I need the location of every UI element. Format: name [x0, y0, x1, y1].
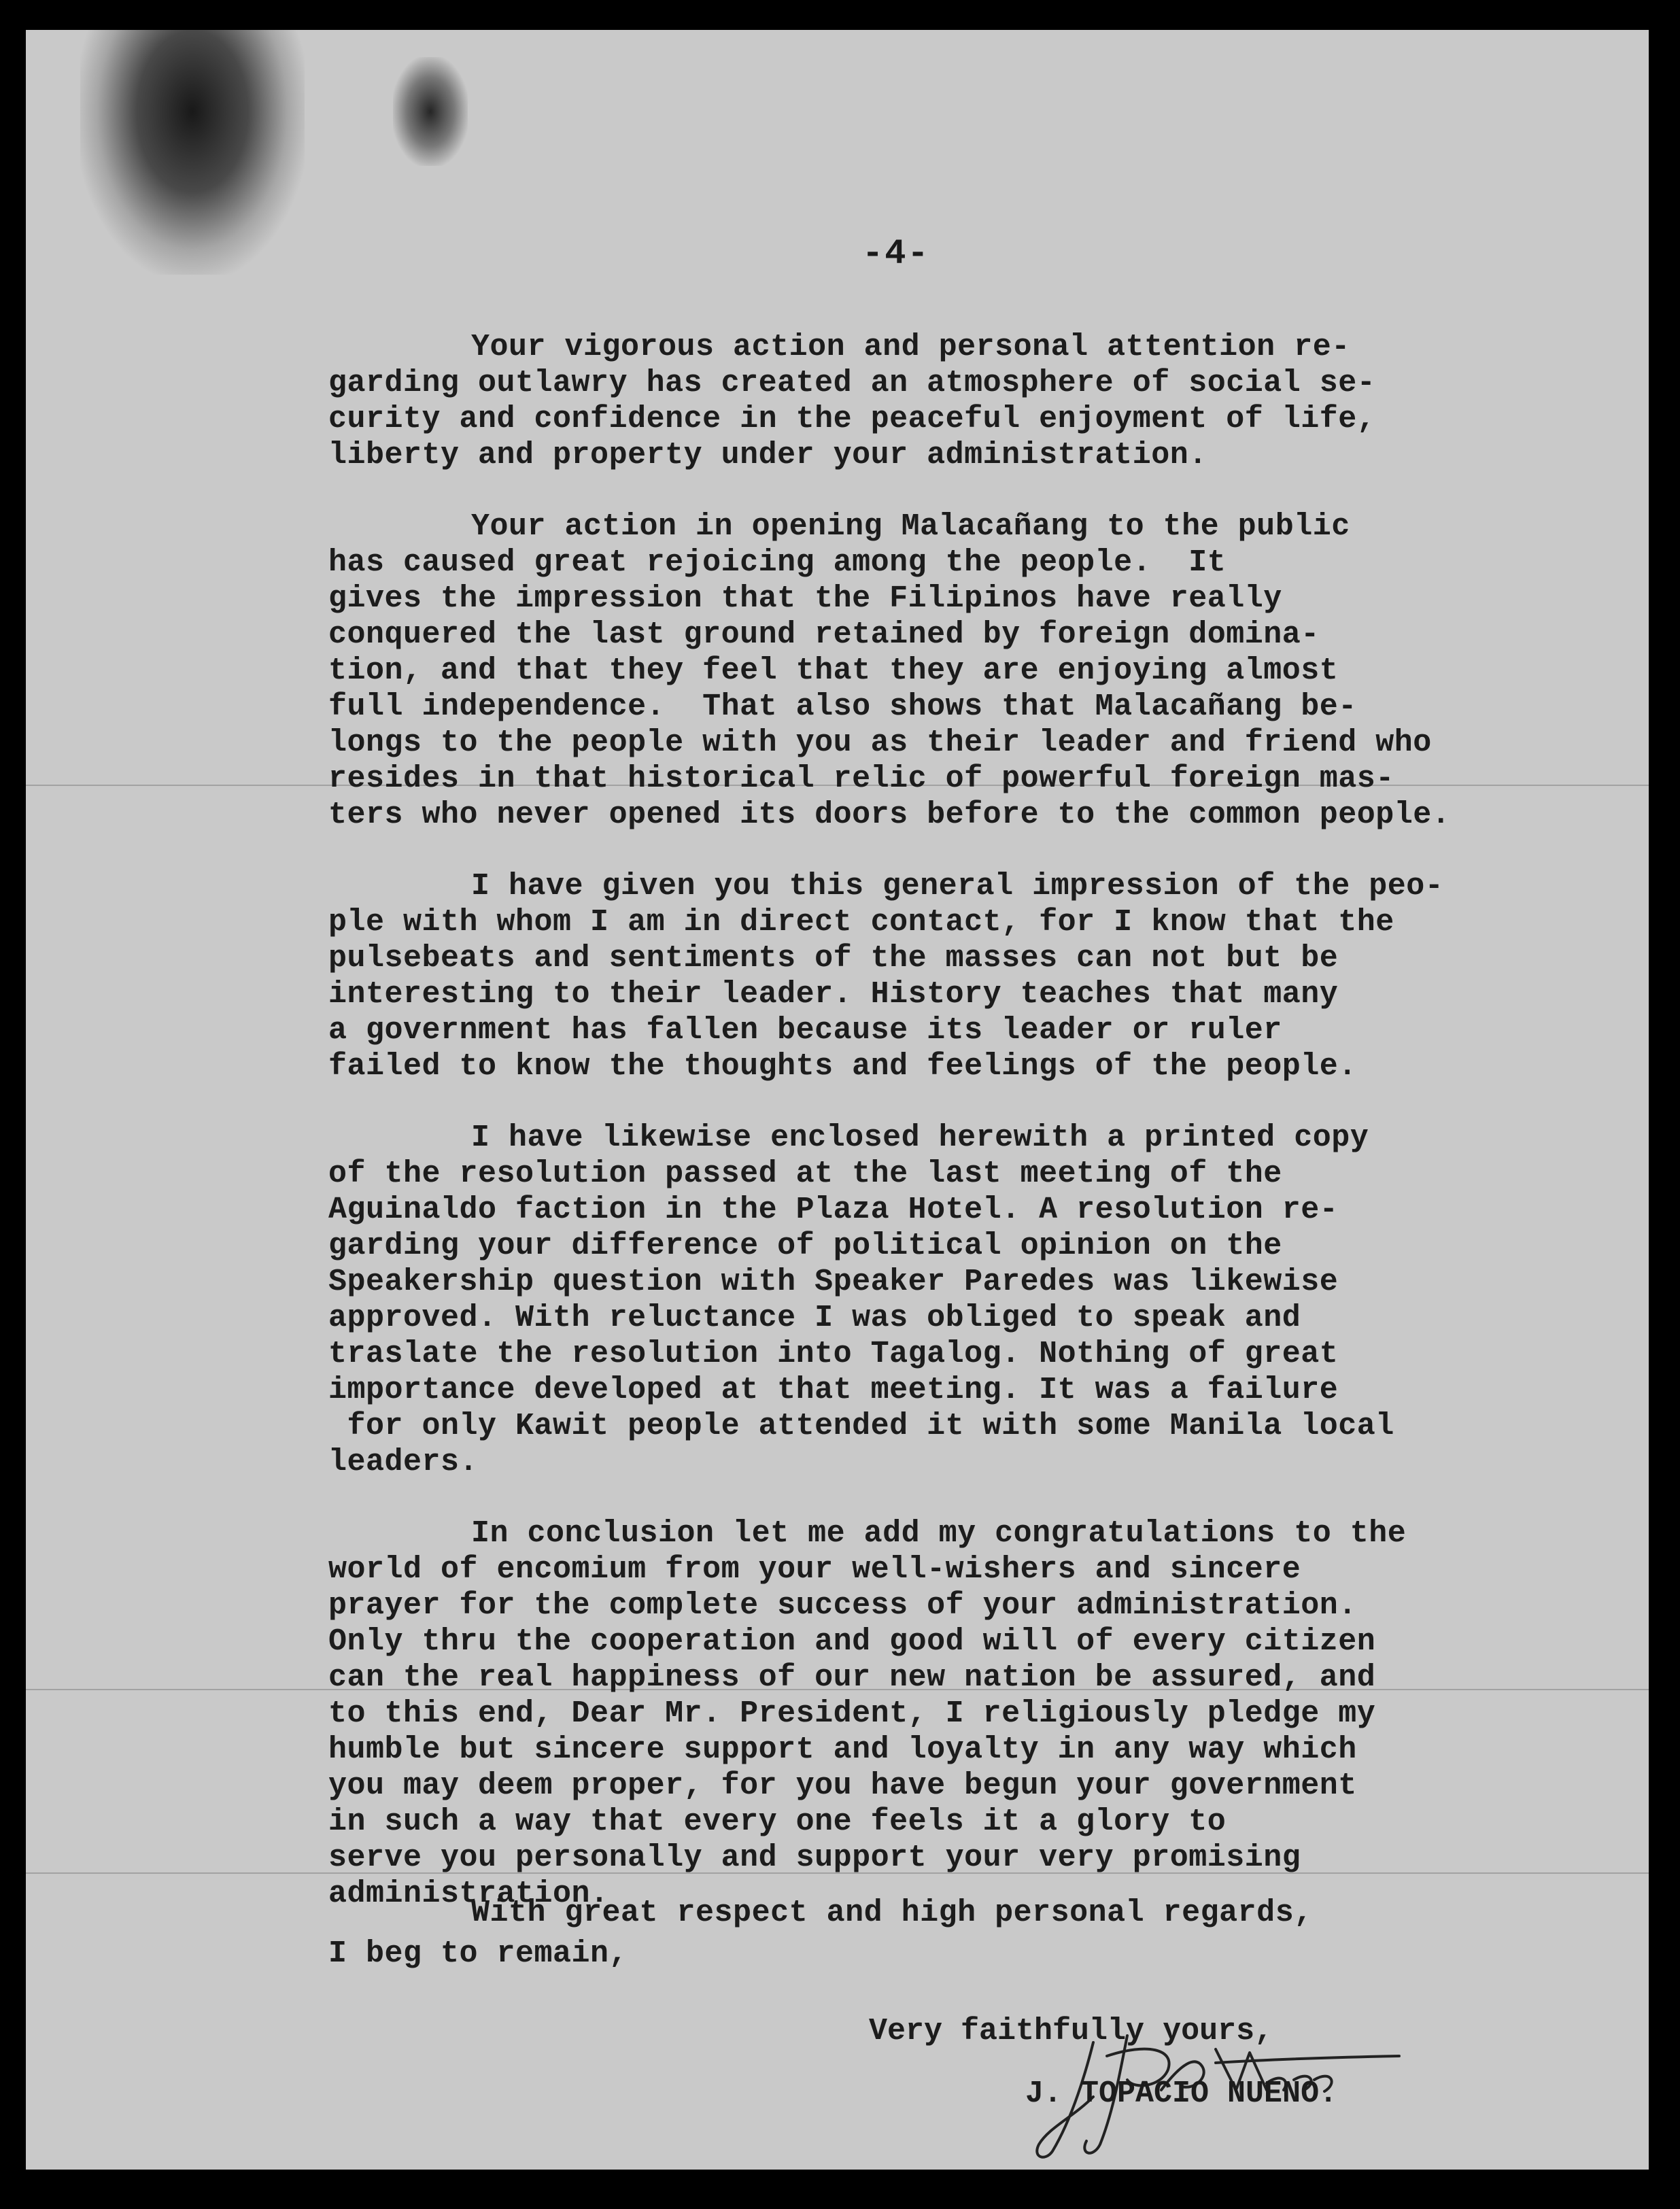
- body-line: humble but sincere support and loyalty in any way which: [328, 1732, 1357, 1767]
- closing-block: [328, 1893, 1552, 1974]
- body-line: garding outlawry has created an atmosphere of social se-: [328, 366, 1376, 400]
- body-line: leaders.: [328, 1445, 479, 1479]
- ink-smudge: [80, 30, 305, 275]
- body-line: I have given you this general impression of the peo-: [471, 869, 1444, 904]
- body-line: In conclusion let me add my congratulations to the: [471, 1516, 1407, 1551]
- body-line: failed to know the thoughts and feelings of the people.: [328, 1049, 1357, 1084]
- ink-smudge: [393, 57, 468, 166]
- body-line: serve you personally and support your very promising: [328, 1840, 1301, 1875]
- body-line: resides in that historical relic of powerful foreign mas-: [328, 761, 1394, 796]
- body-line: pulsebeats and sentiments of the masses can not but be: [328, 941, 1339, 976]
- signer-name: J. TOPACIO NUENO.: [1025, 2076, 1338, 2111]
- letter-body: [328, 329, 1593, 1947]
- body-line: tion, and that they feel that they are enjoying almost: [328, 653, 1339, 688]
- body-line: you may deem proper, for you have begun your government: [328, 1768, 1357, 1803]
- body-line: for only Kawit people attended it with some Manila local: [328, 1409, 1394, 1443]
- paragraph-1: [328, 329, 1593, 473]
- paragraph-5: [328, 1516, 1593, 1912]
- body-line: a government has fallen because its leader or ruler: [328, 1013, 1282, 1048]
- body-line: administration.: [328, 1877, 609, 1911]
- body-line: liberty and property under your administration.: [328, 438, 1207, 473]
- body-line: curity and confidence in the peaceful enjoyment of life,: [328, 402, 1376, 436]
- paragraph-2: [328, 509, 1593, 833]
- body-line: importance developed at that meeting. It was a failure: [328, 1373, 1339, 1407]
- body-line: prayer for the complete success of your administration.: [328, 1588, 1357, 1623]
- body-line: Your action in opening Malacañang to the public: [471, 509, 1350, 544]
- page-number: -4-: [862, 234, 930, 274]
- body-line: can the real happiness of our new nation be assured, and: [328, 1660, 1376, 1695]
- body-line: ters who never opened its doors before to the common people.: [328, 798, 1451, 832]
- body-line: longs to the people with you as their leader and friend who: [328, 725, 1432, 760]
- body-line: ple with whom I am in direct contact, for I know that the: [328, 905, 1394, 940]
- body-line: Your vigorous action and personal attention re-: [471, 330, 1350, 364]
- body-line: world of encomium from your well-wishers and sincere: [328, 1552, 1301, 1587]
- paragraph-3: [328, 868, 1593, 1084]
- paragraph-4: [328, 1120, 1593, 1480]
- closing-line: I beg to remain,: [328, 1936, 628, 1971]
- body-line: garding your difference of political opinion on the: [328, 1229, 1282, 1263]
- body-line: Speakership question with Speaker Paredes was likewise: [328, 1265, 1339, 1299]
- body-line: Only thru the cooperation and good will of every citizen: [328, 1624, 1376, 1659]
- body-line: in such a way that every one feels it a glory to: [328, 1804, 1227, 1839]
- body-line: of the resolution passed at the last meeting of the: [328, 1157, 1282, 1191]
- complimentary-close: Very faithfully yours,: [869, 2014, 1273, 2049]
- body-line: conquered the last ground retained by foreign domina-: [328, 617, 1320, 652]
- closing-line: With great respect and high personal regards,: [471, 1896, 1313, 1930]
- body-line: gives the impression that the Filipinos have really: [328, 581, 1282, 616]
- body-line: interesting to their leader. History teaches that many: [328, 977, 1339, 1012]
- body-line: traslate the resolution into Tagalog. Nothing of great: [328, 1337, 1339, 1371]
- body-line: to this end, Dear Mr. President, I religiously pledge my: [328, 1696, 1376, 1731]
- body-line: full independence. That also shows that Malacañang be-: [328, 689, 1357, 724]
- body-line: I have likewise enclosed herewith a printed copy: [471, 1120, 1369, 1155]
- body-line: approved. With reluctance I was obliged to speak and: [328, 1301, 1301, 1335]
- letter-page: [26, 30, 1649, 2170]
- body-line: has caused great rejoicing among the people. It: [328, 545, 1227, 580]
- body-line: Aguinaldo faction in the Plaza Hotel. A resolution re-: [328, 1193, 1339, 1227]
